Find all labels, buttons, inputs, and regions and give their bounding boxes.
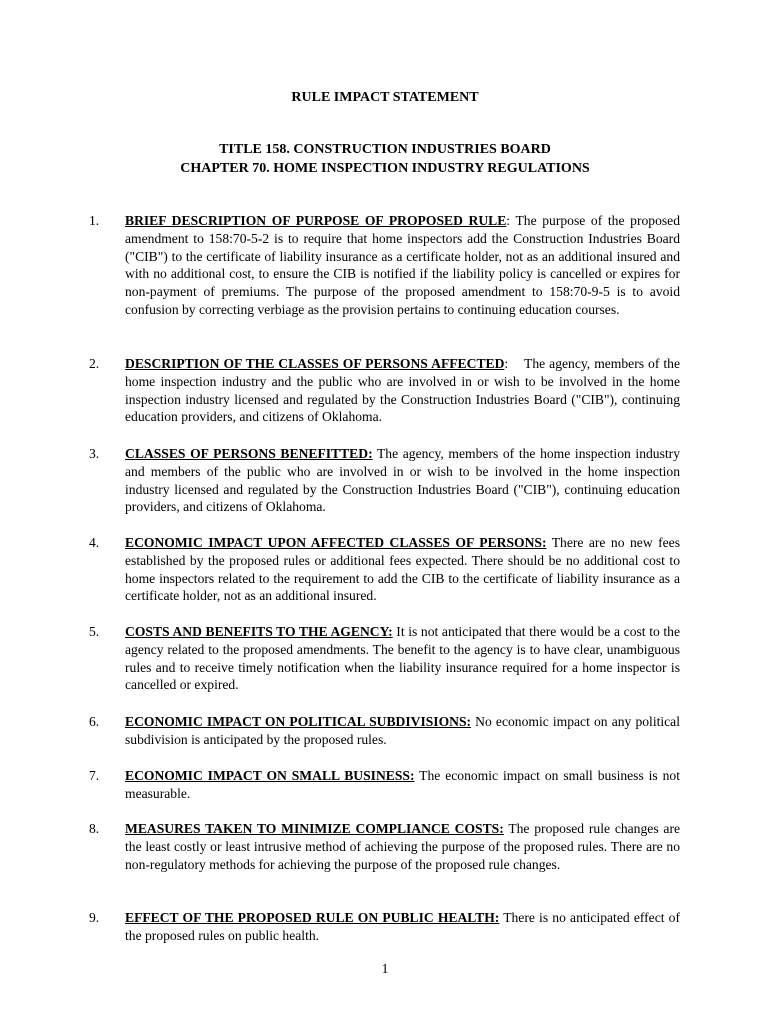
item-body: [125, 623, 680, 694]
item-text: The proposed rule changes are the least costly or least intrusive method of achieving the purpose of the proposed rules. There are no non-regulatory methods for achieving the purpose of the proposed rule changes.: [125, 821, 680, 872]
item-heading: EFFECT OF THE PROPOSED RULE ON PUBLIC HEALTH:: [125, 910, 500, 925]
item-heading: ECONOMIC IMPACT ON SMALL BUSINESS:: [125, 768, 415, 783]
item-body: [125, 212, 680, 319]
item-number: 2.: [89, 356, 100, 371]
item-heading: BRIEF DESCRIPTION OF PURPOSE OF PROPOSED RULE: [125, 213, 507, 228]
item-separator: :: [504, 356, 509, 371]
document-title: RULE IMPACT STATEMENT: [291, 90, 479, 105]
item-text: It is not anticipated that there would be a cost to the agency related to the proposed amendments. The benefit to the agency is to have clear, unambiguous rules and to receive timely notification when the liability insurance required for a home inspector is cancelled or expired.: [125, 624, 681, 693]
item-number: 1.: [89, 213, 100, 228]
item-heading: ECONOMIC IMPACT ON POLITICAL SUBDIVISIONS:: [125, 714, 472, 729]
item-number: 3.: [89, 446, 100, 461]
item-text: The agency, members of the home inspection industry and the public who are involved in or wish to be involved in the home inspection industry licensed and regulated by the Construction Industries Board ("CIB"), continuing education providers, and citizens of Oklahoma.: [125, 356, 684, 425]
item-text: No economic impact on any political subdivision is anticipated by the proposed rules.: [125, 714, 680, 747]
item-number: 4.: [89, 535, 100, 550]
item-body: [125, 713, 680, 749]
item-heading: ECONOMIC IMPACT UPON AFFECTED CLASSES OF PERSONS:: [125, 535, 547, 550]
item-number: 5.: [89, 624, 100, 639]
item-heading: MEASURES TAKEN TO MINIMIZE COMPLIANCE COSTS:: [125, 821, 504, 836]
item-heading: DESCRIPTION OF THE CLASSES OF PERSONS AFFECTED: [125, 356, 505, 371]
item-body: [125, 445, 680, 516]
item-text: The economic impact on small business is not measurable.: [125, 768, 680, 801]
item-heading: CLASSES OF PERSONS BENEFITTED:: [125, 446, 373, 461]
item-number: 9.: [89, 910, 100, 925]
item-body: [125, 767, 680, 803]
item-body: [125, 534, 680, 605]
item-body: [125, 909, 680, 945]
item-heading: COSTS AND BENEFITS TO THE AGENCY:: [125, 624, 393, 639]
item-body: [125, 820, 680, 873]
item-separator: :: [506, 213, 511, 228]
chapter-line: CHAPTER 70. HOME INSPECTION INDUSTRY REGULATIONS: [180, 161, 590, 176]
item-number: 6.: [89, 714, 100, 729]
title-line: TITLE 158. CONSTRUCTION INDUSTRIES BOARD: [219, 142, 551, 157]
item-number: 7.: [89, 768, 100, 783]
item-body: [125, 355, 684, 426]
item-text: The agency, members of the home inspection industry and members of the public who are involved in or wish to be involved in the home inspection industry licensed and regulated by the Construction Industries Board ("CIB"), continuing education providers, and citizens of Oklahoma.: [125, 446, 680, 515]
item-number: 8.: [89, 821, 100, 836]
item-text: There are no new fees established by the proposed rules or additional fees expected. There should be no additional cost to home inspectors related to the requirement to add the CIB to the certificate of liability insurance as a certificate holder, not as an additional insured.: [125, 535, 680, 604]
page-number: 1: [381, 962, 389, 977]
item-text: The purpose of the proposed amendment to 158:70-5-2 is to require that home inspectors add the Construction Industries Board ("CIB") to the certificate of liability insurance as a certificate holder, not as an additional insured and with no additional cost, to ensure the CIB is notified if the liability policy is cancelled or expires for non-payment of premiums. The purpose of the proposed amendment to 158:70-9-5 is to avoid confusion by correcting verbiage as the provision pertains to continuing education courses.: [125, 213, 680, 317]
item-text: There is no anticipated effect of the proposed rules on public health.: [125, 910, 680, 943]
